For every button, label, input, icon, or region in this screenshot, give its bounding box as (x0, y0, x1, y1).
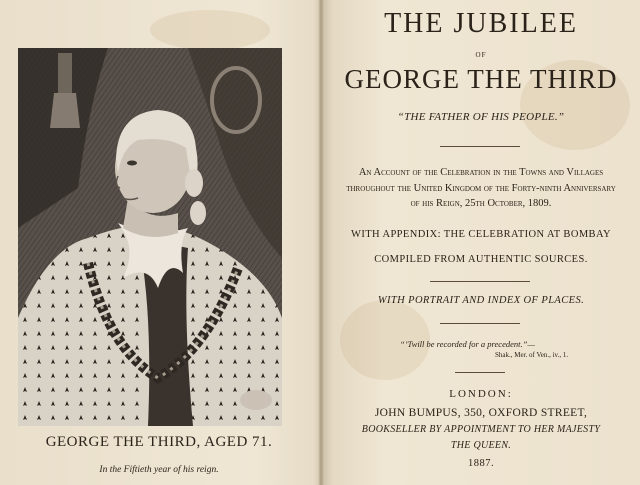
title-line-2: GEORGE THE THIRD (344, 64, 618, 94)
title-of: OF (475, 51, 487, 59)
title-subtitle: “THE FATHER OF HIS PEOPLE.” (397, 111, 565, 123)
compiled-line: COMPILED FROM AUTHENTIC SOURCES. (374, 254, 588, 265)
book-gutter (318, 0, 324, 485)
imprint-bookseller-1: BOOKSELLER BY APPOINTMENT TO HER MAJESTY (361, 424, 601, 435)
divider-rule (430, 281, 530, 282)
title-line-1: THE JUBILEE (384, 8, 578, 39)
divider-rule (440, 323, 520, 324)
epigraph-source: Shak., Mer. of Ven., iv., 1. (495, 351, 569, 359)
account-description: An Account of the Celebration in the Towns and Villages throughout the United Kingdom of the Forty-ninth Anniversary of his Reign, 25th October, 1809. (346, 167, 616, 210)
portrait-engraving (18, 48, 282, 426)
imprint-year: 1887. (467, 458, 495, 469)
imprint-city: LONDON: (449, 388, 513, 400)
appendix-line: WITH APPENDIX: THE CELEBRATION AT BOMBAY (351, 229, 611, 240)
divider-rule (440, 146, 520, 147)
paper-stain (150, 10, 270, 50)
portrait-caption: GEORGE THE THIRD, AGED 71. (45, 434, 273, 450)
imprint-bookseller-2: THE QUEEN. (450, 440, 512, 451)
divider-rule (455, 372, 505, 373)
epigraph-quote: “’Twill be recorded for a precedent.”— (400, 339, 535, 349)
imprint-publisher: JOHN BUMPUS, 350, OXFORD STREET, (374, 407, 588, 419)
portrait-index-note: WITH PORTRAIT AND INDEX OF PLACES. (377, 295, 585, 306)
portrait-subcaption: In the Fiftieth year of his reign. (99, 465, 219, 475)
